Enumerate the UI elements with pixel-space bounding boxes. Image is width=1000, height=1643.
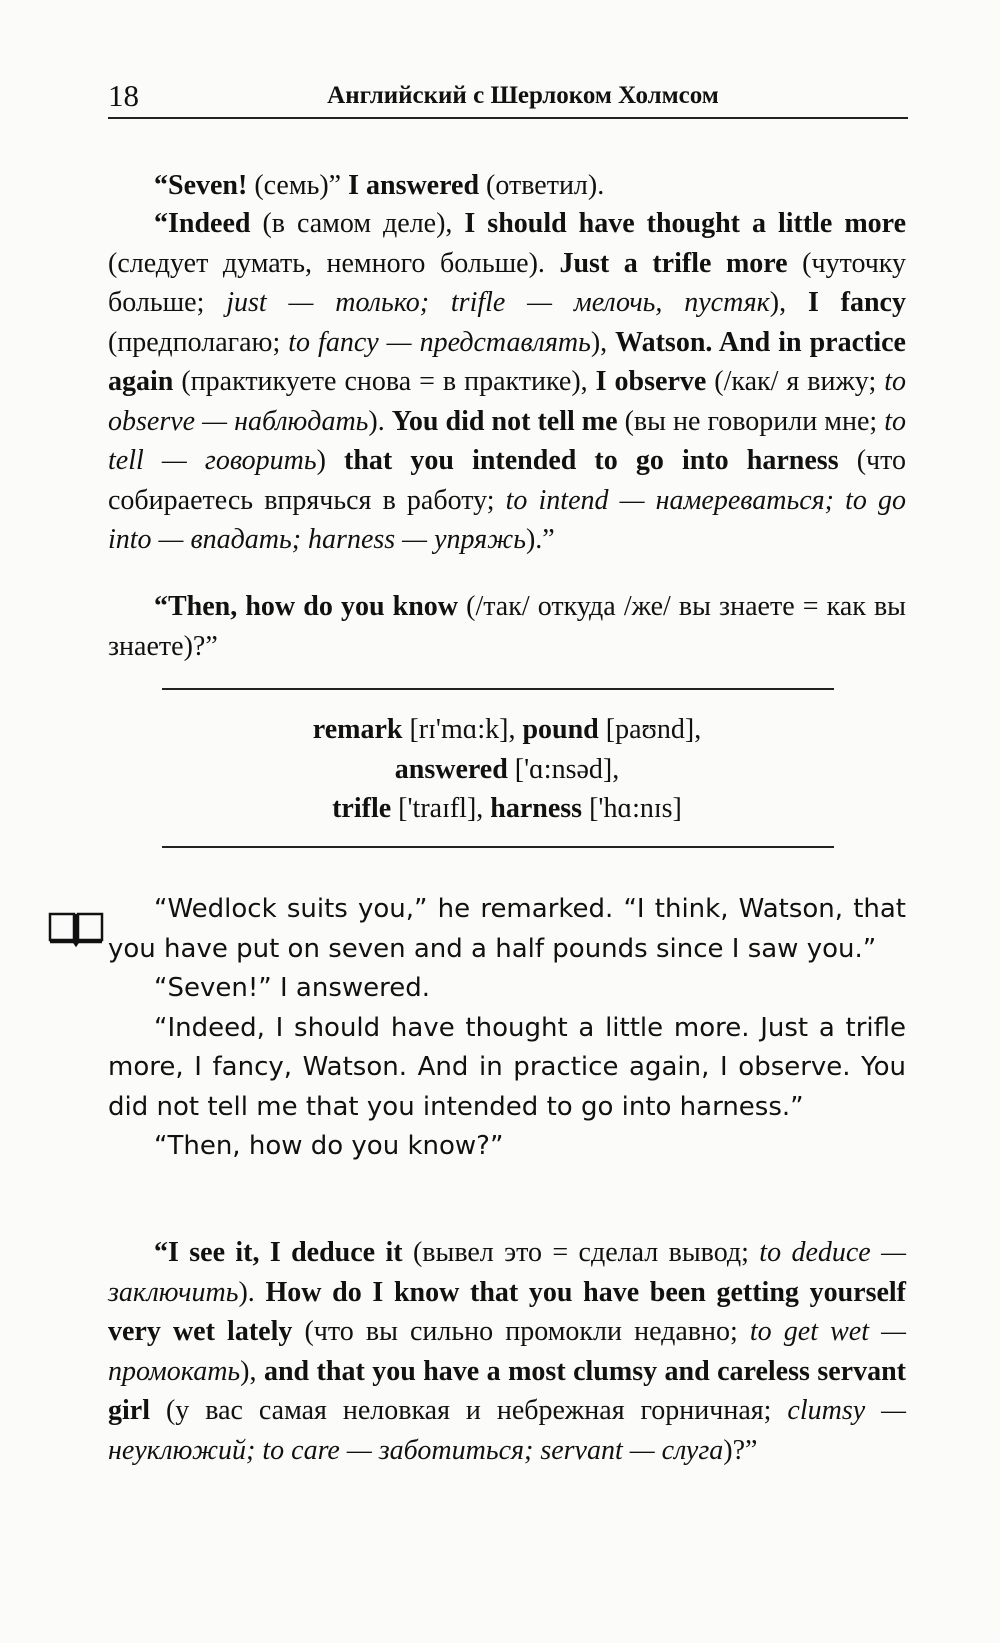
open-book-icon xyxy=(48,912,104,948)
russian-gloss: (ответил). xyxy=(479,170,605,201)
paragraph-i-see-it xyxy=(108,1233,906,1470)
english-text: “Then, how do you know?” xyxy=(154,1131,504,1161)
english-fragment: I should have thought a little more xyxy=(464,208,907,239)
vocab-note: to observe — наблюдать xyxy=(108,366,906,437)
english-paragraph xyxy=(108,890,906,969)
russian-gloss: (что вы сильно промокли недавно; xyxy=(292,1316,750,1347)
phonetics-line xyxy=(108,750,906,790)
english-text: “Wedlock suits you,” he remarked. “I think, Watson, that you have put on seven and a half pounds since I saw you.” xyxy=(108,894,906,964)
russian-gloss: (в самом деле), xyxy=(250,208,465,239)
english-paragraph xyxy=(108,1009,906,1128)
english-fragment: I answered xyxy=(341,170,480,201)
page-header xyxy=(108,78,908,118)
phonetics-line xyxy=(108,710,906,750)
header-rule xyxy=(108,117,908,119)
english-fragment: You did not tell me xyxy=(391,405,618,437)
phonetic-word: trifle xyxy=(332,793,392,824)
phonetic-word: remark xyxy=(312,714,403,745)
russian-gloss: (вы не говорили мне; xyxy=(617,405,885,437)
russian-gloss: (у вас самая неловкая и небрежная горничная; xyxy=(150,1395,788,1426)
punctuation: ).” xyxy=(525,524,555,555)
english-paragraph xyxy=(108,969,906,1009)
phonetic-word: answered xyxy=(394,753,508,785)
punctuation: ), xyxy=(769,287,808,318)
paragraph-then-how xyxy=(108,587,906,666)
punctuation: ). xyxy=(238,1276,266,1308)
phonetic-word: pound xyxy=(522,714,599,745)
vocab-note: to get wet — промокать xyxy=(108,1316,906,1387)
vocab-note: just — только; trifle — мелочь, пустяк xyxy=(226,287,770,318)
russian-gloss: (семь)” xyxy=(247,170,342,201)
english-fragment: Watson. And in practice again xyxy=(108,326,906,397)
transcription: [paʊnd], xyxy=(598,714,702,745)
transcription: ['traɪfl], xyxy=(391,793,491,824)
punctuation: ) xyxy=(316,445,345,476)
english-fragment: How do I know that you have been getting yourself very wet lately xyxy=(108,1276,906,1347)
russian-gloss: (что собираетесь впрячься в работу; xyxy=(108,445,906,516)
russian-gloss: (чуточку больше; xyxy=(108,247,907,318)
page-number: 18 xyxy=(108,78,139,113)
russian-gloss: (практикуете снова = в практике), xyxy=(173,366,596,397)
english-fragment: I fancy xyxy=(807,287,906,318)
english-fragment: Just a trifle more xyxy=(559,247,788,279)
transcription: [rɪ'mɑ:k], xyxy=(402,714,523,745)
vocab-note: to deduce — заключить xyxy=(108,1237,906,1308)
phonetics-bottom-rule xyxy=(162,846,834,848)
english-paragraph xyxy=(108,1127,906,1167)
transcription: ['hɑ:nɪs] xyxy=(582,793,682,824)
punctuation: ), xyxy=(590,326,616,358)
phonetic-word: harness xyxy=(490,793,583,824)
running-title: Английский с Шерлоком Холмсом xyxy=(327,82,719,109)
punctuation: ), xyxy=(240,1355,264,1387)
russian-gloss: (/так/ откуда /же/ вы знаете = как вы знаете)?” xyxy=(108,591,906,662)
english-fragment: “Seven! xyxy=(154,170,248,201)
russian-gloss: (следует думать, немного больше). xyxy=(108,247,560,279)
phonetics-top-rule xyxy=(162,688,834,690)
russian-gloss: (вывел это = сделал вывод; xyxy=(402,1237,760,1268)
phonetics-block xyxy=(108,710,906,829)
english-fragment: and that you have a most clumsy and careless servant girl xyxy=(108,1355,906,1426)
english-fragment: “I see it, I deduce it xyxy=(154,1237,403,1268)
paragraph-seven xyxy=(108,166,906,206)
english-text: “Indeed, I should have thought a little more. Just a trifle more, I fancy, Watson. And in practice again, I observe. You did not tell me that you intended to go into harness.” xyxy=(108,1012,906,1122)
paragraph-indeed xyxy=(108,204,906,560)
russian-gloss: (предполагаю; xyxy=(108,326,289,358)
transcription: ['ɑ:nsəd], xyxy=(507,753,620,785)
english-text: “Seven!” I answered. xyxy=(154,973,431,1003)
english-fragment: that you intended to go into harness xyxy=(344,445,839,476)
russian-gloss: (/как/ я вижу; xyxy=(706,366,885,397)
vocab-note: to tell — говорить xyxy=(108,405,907,476)
english-fragment: I observe xyxy=(595,366,707,397)
vocab-note: to intend — намереваться; to go into — впадать; harness — упряжь xyxy=(108,484,906,555)
original-english-block xyxy=(108,890,906,1167)
english-fragment: “Then, how do you know xyxy=(154,591,459,622)
vocab-note: to fancy — представлять xyxy=(288,326,591,358)
punctuation: )?” xyxy=(723,1434,758,1466)
phonetics-line xyxy=(108,789,906,829)
punctuation: ). xyxy=(368,405,392,437)
vocab-note: clumsy — неуклюжий; to care — заботиться; servant — слуга xyxy=(108,1395,906,1466)
english-fragment: “Indeed xyxy=(154,208,251,239)
